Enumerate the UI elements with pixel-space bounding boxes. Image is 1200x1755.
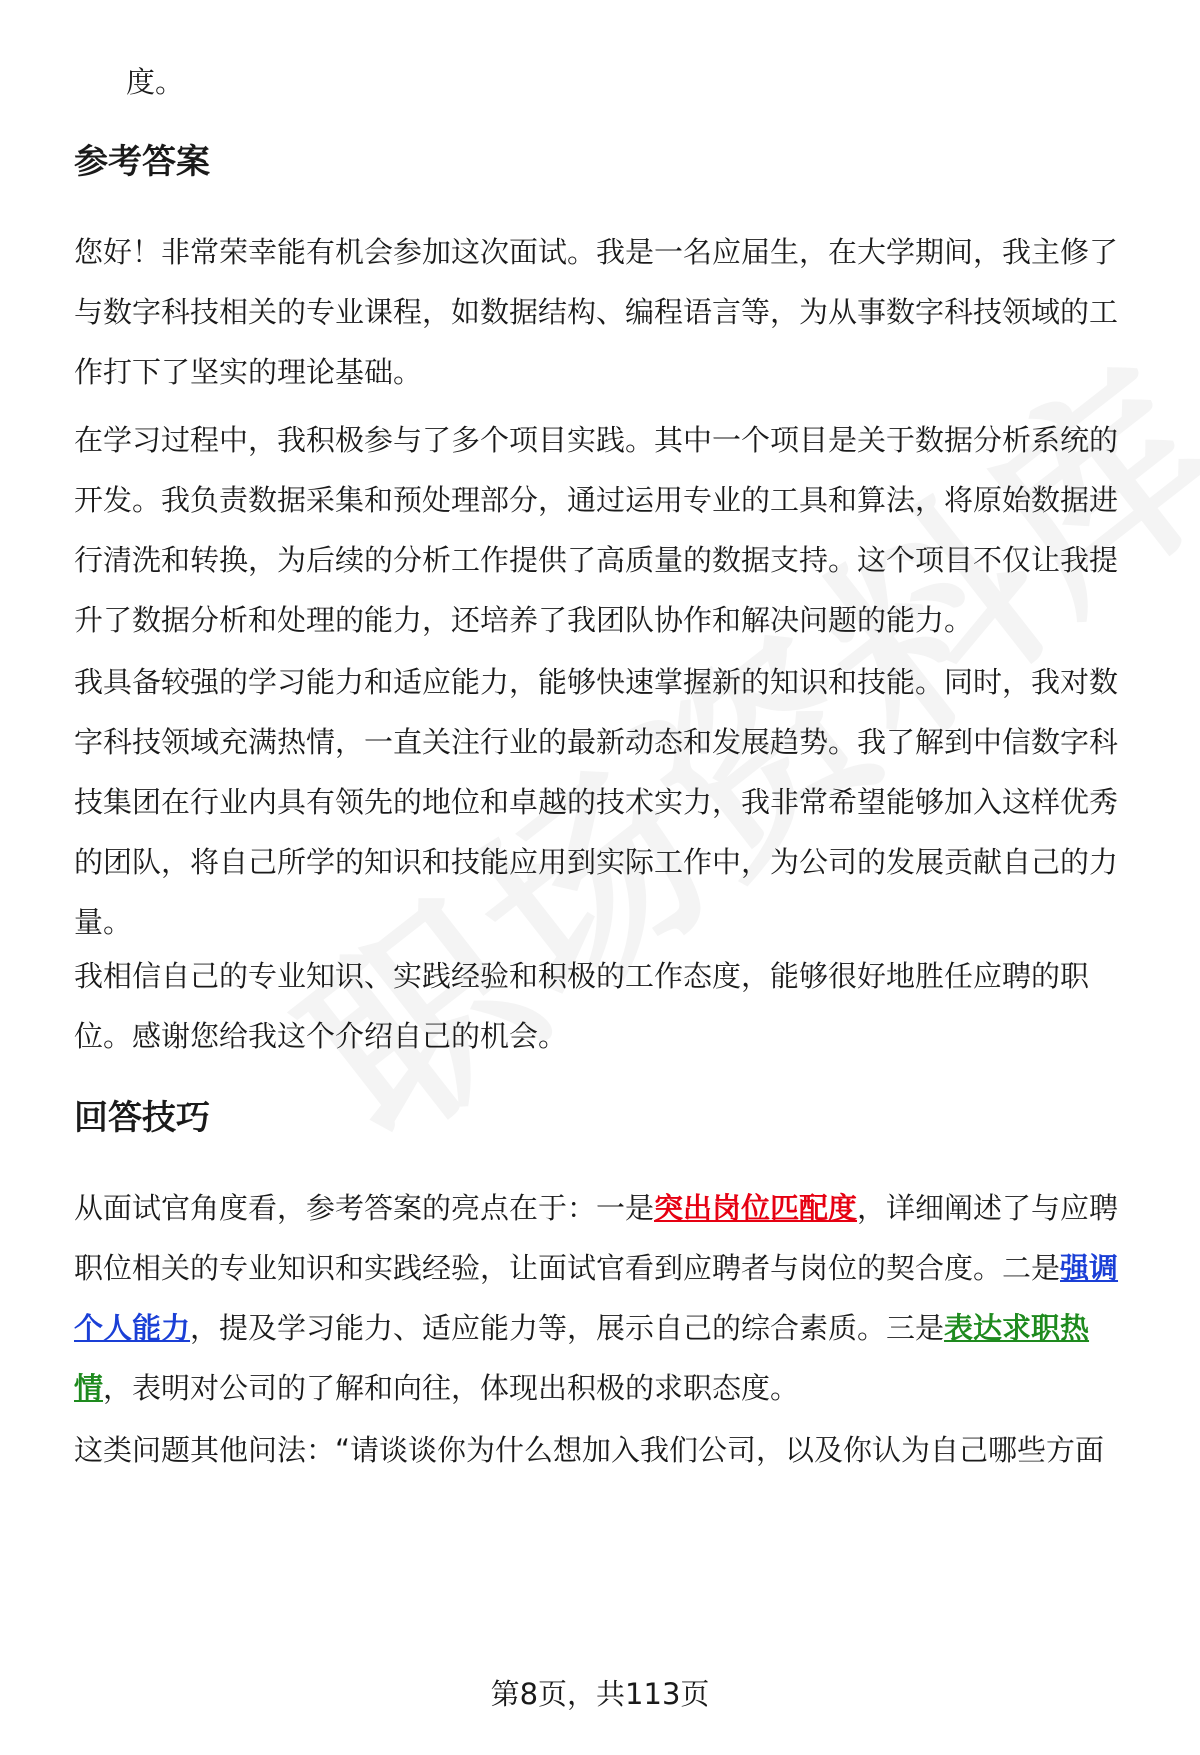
tips-text: ，详细阐述了与应聘 (857, 1191, 1119, 1225)
highlight-job-match: 突出岗位匹配度 (654, 1191, 858, 1225)
tips-text: 职位相关的专业知识和实践经验，让面试官看到应聘者与岗位的契合度。二是 (74, 1251, 1061, 1285)
text-line (74, 1358, 1146, 1418)
tips-paragraph (74, 1178, 1146, 1418)
text-line: 开发。我负责数据采集和预处理部分，通过运用专业的工具和算法，将原始数据进 (74, 483, 1119, 517)
text-line: 升了数据分析和处理的能力，还培养了我团队协作和解决问题的能力。 (74, 603, 974, 637)
answer-paragraph-3 (74, 652, 1146, 952)
text-line (74, 1238, 1146, 1298)
text-line (74, 1298, 1146, 1358)
tips-text: ，表明对公司的了解和向往，体现出积极的求职态度。 (103, 1371, 800, 1405)
answer-paragraph-4 (74, 946, 1146, 1066)
section-heading-answer-tips: 回答技巧 (74, 1098, 210, 1138)
highlight-enthusiasm: 情 (74, 1371, 104, 1405)
highlight-personal-ability: 个人能力 (74, 1311, 191, 1345)
answer-paragraph-1 (74, 222, 1146, 402)
answer-paragraph-2 (74, 410, 1146, 650)
text-line: 量。 (74, 905, 133, 939)
highlight-personal-ability: 强调 (1060, 1251, 1119, 1285)
text-line: 我具备较强的学习能力和适应能力，能够快速掌握新的知识和技能。同时，我对数 (74, 665, 1119, 699)
text-line: 与数字科技相关的专业课程，如数据结构、编程语言等，为从事数字科技领域的工 (74, 295, 1119, 329)
highlight-enthusiasm: 表达求职热 (944, 1311, 1090, 1345)
text-line: 在学习过程中，我积极参与了多个项目实践。其中一个项目是关于数据分析系统的 (74, 423, 1119, 457)
text-line: 作打下了坚实的理论基础。 (74, 355, 423, 389)
tips-text: ，提及学习能力、适应能力等，展示自己的综合素质。三是 (190, 1311, 945, 1345)
text-line: 这类问题其他问法：“请谈谈你为什么想加入我们公司，以及你认为自己哪些方面 (74, 1433, 1105, 1467)
tips-text: 从面试官角度看，参考答案的亮点在于：一是 (74, 1191, 655, 1225)
text-line: 字科技领域充满热情，一直关注行业的最新动态和发展趋势。我了解到中信数字科 (74, 725, 1119, 759)
text-line: 行清洗和转换，为后续的分析工作提供了高质量的数据支持。这个项目不仅让我提 (74, 543, 1119, 577)
other-asks-paragraph (74, 1420, 1146, 1480)
text-line: 的团队，将自己所学的知识和技能应用到实际工作中，为公司的发展贡献自己的力 (74, 845, 1119, 879)
section-heading-reference-answer: 参考答案 (74, 142, 210, 182)
page-number: 第8页，共113页 (490, 1677, 710, 1711)
text-line: 我相信自己的专业知识、实践经验和积极的工作态度，能够很好地胜任应聘的职 (74, 959, 1090, 993)
text-line (74, 1178, 1146, 1238)
continued-text: 度。 (126, 65, 185, 99)
text-line: 位。感谢您给我这个介绍自己的机会。 (74, 1019, 568, 1053)
text-line: 您好！非常荣幸能有机会参加这次面试。我是一名应届生，在大学期间，我主修了 (74, 235, 1119, 269)
text-line: 技集团在行业内具有领先的地位和卓越的技术实力，我非常希望能够加入这样优秀 (74, 785, 1119, 819)
